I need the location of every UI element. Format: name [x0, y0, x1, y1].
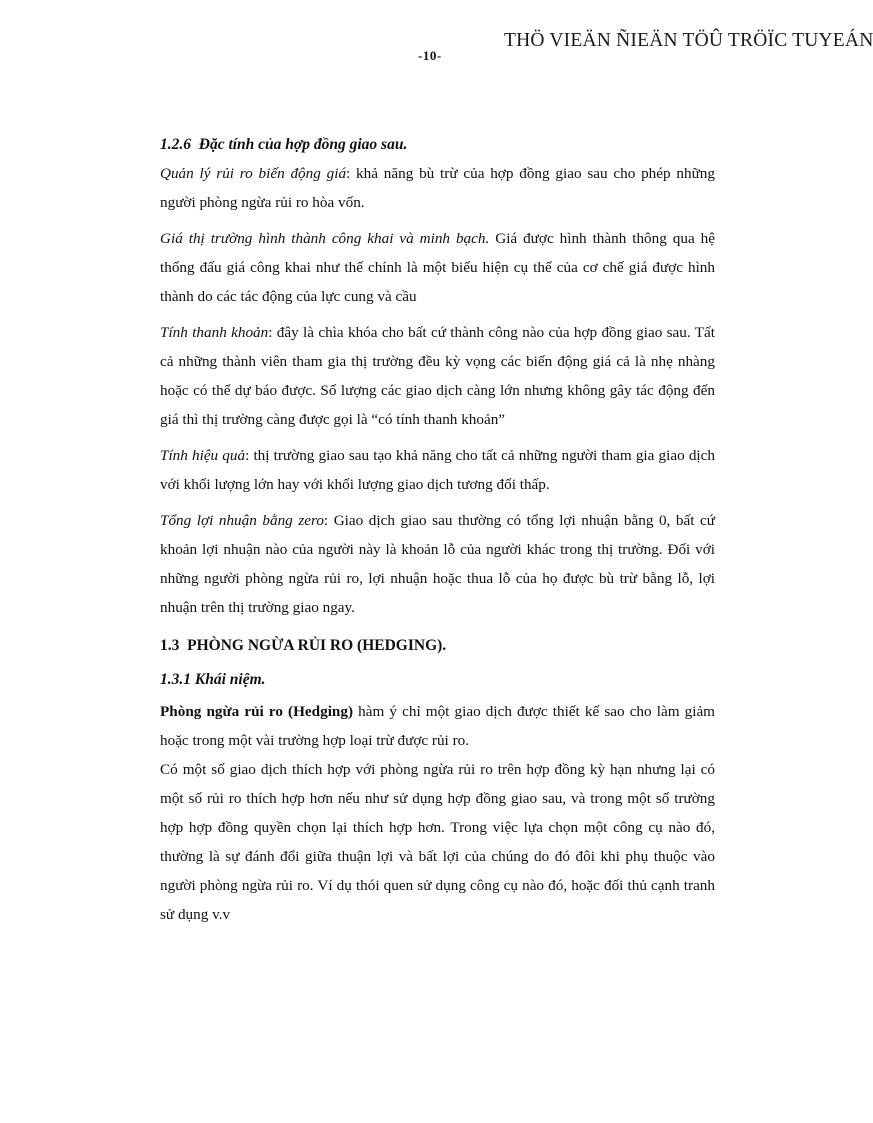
- paragraph-hedging-definition: [160, 697, 715, 755]
- text-hedging-definition: hàm ý chỉ một giao dịch được thiết kế sao cho làm giảm hoặc trong một vài trường hợp loại trừ được rủi ro.: [160, 703, 715, 749]
- text-efficiency: : thị trường giao sau tạo khả năng cho tất cả những người tham gia giao dịch với khối lượng lớn hay với khối lượng giao dịch tương đối thấp.: [160, 447, 715, 493]
- text-market-price: Giá được hình thành thông qua hệ thống đấu giá công khai như thế chính là một biểu hiện cụ thể của cơ chế giá được hình thành do các tác động của lực cung và cầu: [160, 230, 715, 305]
- text-zero-sum: : Giao dịch giao sau thường có tổng lợi nhuận bằng 0, bất cứ khoản lợi nhuận nào của người này là khoản lỗ của người khác trong thị trường. Đối với những người phòng ngừa rủi ro, lợi nhuận hoặc thua lỗ của họ được bù trừ bằng lỗ, lợi nhuận trên thị trường giao ngay.: [160, 512, 715, 616]
- paragraph-hedging-instruments: Có một số giao dịch thích hợp với phòng ngừa rủi ro trên hợp đồng kỳ hạn nhưng lại có một số rủi ro thích hợp hơn nếu như sử dụng hợp đồng giao sau, và trong một số trường hợp hợp đồng quyền chọn lại thích hợp hơn. Trong việc lựa chọn một công cụ nào đó, thường là sự đánh đổi giữa thuận lợi và bất lợi của chúng do đó đôi khi phụ thuộc vào người phòng ngừa rủi ro. Ví dụ thói quen sử dụng công cụ nào đó, hoặc đối thủ cạnh tranh sử dụng v.v: [160, 761, 715, 923]
- term-hedging: Phòng ngừa rủi ro (Hedging): [160, 703, 354, 720]
- text-price-risk: : khả năng bù trừ của hợp đồng giao sau cho phép những người phòng ngừa rủi ro hòa vốn.: [160, 165, 715, 211]
- page-body: [160, 130, 715, 929]
- term-price-risk: Quản lý rủi ro biến động giá: [160, 165, 347, 182]
- paragraph-efficiency: [160, 441, 715, 499]
- term-market-price: Giá thị trường hình thành công khai và minh bạch.: [160, 230, 490, 247]
- paragraph-price-risk: [160, 159, 715, 217]
- paragraph-market-price: [160, 224, 715, 311]
- heading-1-3-1: 1.3.1 Khái niệm.: [160, 671, 266, 688]
- text-liquidity: : đây là chìa khóa cho bất cứ thành công nào của hợp đồng giao sau. Tất cả những thành viên tham gia thị trường đều kỳ vọng các biến động giá cả là nhẹ nhàng hoặc có thể dự báo được. Số lượng các giao dịch càng lớn nhưng không gây tác động đến giá thì thị trường càng được gọi là “có tính thanh khoản”: [160, 324, 715, 428]
- paragraph-zero-sum: [160, 506, 715, 622]
- library-watermark: THÖ VIEÄN ÑIEÄN TÖÛ TRÖÏC TUYEÁN: [504, 30, 873, 51]
- paragraph-liquidity: [160, 318, 715, 434]
- page-number: -10-: [418, 48, 442, 63]
- term-efficiency: Tính hiệu quả: [160, 447, 246, 464]
- heading-1-3: 1.3 PHÒNG NGỪA RỦI RO (HEDGING).: [160, 637, 447, 654]
- term-liquidity: Tính thanh khoản: [160, 324, 269, 341]
- term-zero-sum: Tổng lợi nhuận bằng zero: [160, 512, 324, 529]
- heading-1-2-6: 1.2.6 Đặc tính của hợp đồng giao sau.: [160, 136, 408, 153]
